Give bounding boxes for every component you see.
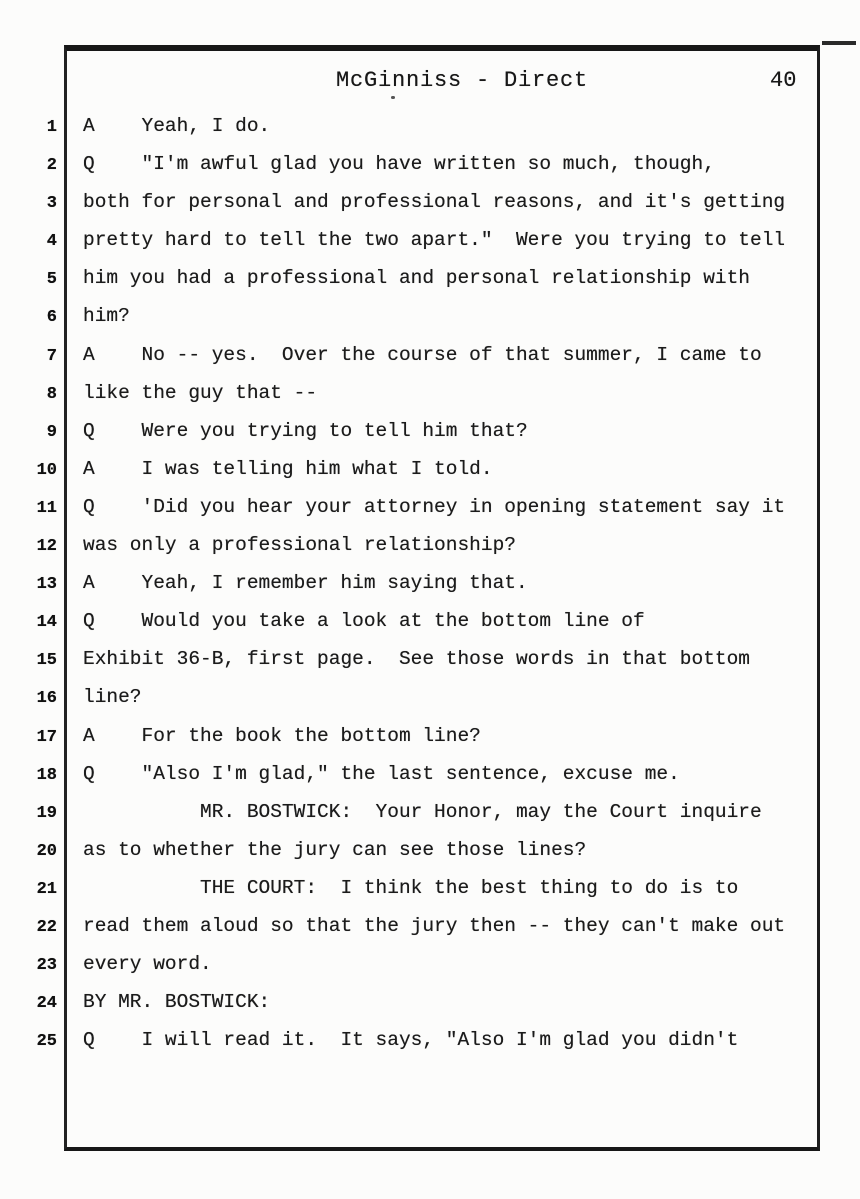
line-number: 4 xyxy=(46,232,57,252)
line-text: A Yeah, I do. xyxy=(83,115,271,137)
line-number: 24 xyxy=(36,994,57,1014)
transcript-line xyxy=(0,259,860,297)
transcript-line xyxy=(0,412,860,450)
scan-artifact-dot xyxy=(391,96,395,99)
line-number: 7 xyxy=(46,346,57,366)
transcript-line xyxy=(0,488,860,526)
line-text: MR. BOSTWICK: Your Honor, may the Court inquire xyxy=(83,800,762,823)
transcript-line xyxy=(0,678,860,716)
line-number: 17 xyxy=(36,727,57,747)
transcript-lines xyxy=(0,107,860,1059)
line-text: pretty hard to tell the two apart." Were you trying to tell xyxy=(83,229,786,252)
line-number: 5 xyxy=(46,270,57,290)
line-text: line? xyxy=(83,686,142,709)
line-number: 8 xyxy=(46,384,57,404)
line-text: read them aloud so that the jury then -- they can't make out xyxy=(83,914,786,937)
line-text: Q 'Did you hear your attorney in opening statement say it xyxy=(83,495,786,518)
page-number: 40 xyxy=(770,68,797,93)
line-text: him you had a professional and personal relationship with xyxy=(83,267,751,290)
line-text: like the guy that -- xyxy=(83,381,318,404)
line-number: 25 xyxy=(36,1032,57,1052)
transcript-line xyxy=(0,831,860,869)
line-text: A For the book the bottom line? xyxy=(83,724,481,747)
transcript-line xyxy=(0,183,860,221)
transcript-line xyxy=(0,1021,860,1059)
transcript-line xyxy=(0,755,860,793)
transcript-line xyxy=(0,145,860,183)
transcript-line xyxy=(0,297,860,335)
line-text: Q "I'm awful glad you have written so much, though, xyxy=(83,153,715,176)
line-text: BY MR. BOSTWICK: xyxy=(83,991,271,1014)
transcript-line xyxy=(0,793,860,831)
line-number: 11 xyxy=(36,498,57,518)
line-text: THE COURT: I think the best thing to do is to xyxy=(83,876,739,899)
transcript-line xyxy=(0,640,860,678)
line-text: as to whether the jury can see those lines? xyxy=(83,838,587,861)
line-number: 21 xyxy=(36,879,57,899)
transcript-line xyxy=(0,450,860,488)
transcript-line xyxy=(0,221,860,259)
line-text: was only a professional relationship? xyxy=(83,534,516,557)
transcript-line xyxy=(0,374,860,412)
transcript-line xyxy=(0,564,860,602)
transcript-line xyxy=(0,336,860,374)
transcript-line xyxy=(0,602,860,640)
line-text: Q I will read it. It says, "Also I'm glad you didn't xyxy=(83,1029,739,1052)
line-number: 13 xyxy=(36,575,57,595)
line-number: 12 xyxy=(36,537,57,557)
line-number: 22 xyxy=(36,917,57,937)
line-text: Q Would you take a look at the bottom line of xyxy=(83,610,645,633)
line-text: every word. xyxy=(83,953,212,976)
transcript-line xyxy=(0,907,860,945)
line-number: 3 xyxy=(46,194,57,214)
line-text: Q Were you trying to tell him that? xyxy=(83,419,528,442)
line-number: 10 xyxy=(36,460,57,480)
line-text: A Yeah, I remember him saying that. xyxy=(83,572,528,595)
transcript-line xyxy=(0,107,860,145)
line-number: 14 xyxy=(36,613,57,633)
line-text: A I was telling him what I told. xyxy=(83,457,493,480)
line-number: 18 xyxy=(36,765,57,785)
line-number: 20 xyxy=(36,841,57,861)
line-number: 2 xyxy=(46,156,57,176)
line-number: 15 xyxy=(36,651,57,671)
line-number: 9 xyxy=(46,422,57,442)
page-title: McGinniss - Direct xyxy=(336,68,589,93)
transcript-line xyxy=(0,869,860,907)
line-number: 23 xyxy=(36,956,57,976)
line-number: 16 xyxy=(36,689,57,709)
line-number: 6 xyxy=(46,308,57,328)
line-text: Q "Also I'm glad," the last sentence, excuse me. xyxy=(83,762,680,785)
line-text: Exhibit 36-B, first page. See those words in that bottom xyxy=(83,648,751,671)
line-text: A No -- yes. Over the course of that summer, I came to xyxy=(83,343,762,366)
scan-artifact-dash xyxy=(822,41,856,45)
transcript-line xyxy=(0,983,860,1021)
line-number: 1 xyxy=(46,118,57,137)
transcript-line xyxy=(0,945,860,983)
line-number: 19 xyxy=(36,803,57,823)
line-text: him? xyxy=(83,305,130,328)
transcript-line xyxy=(0,526,860,564)
transcript-line xyxy=(0,717,860,755)
line-text: both for personal and professional reasons, and it's getting xyxy=(83,191,786,214)
